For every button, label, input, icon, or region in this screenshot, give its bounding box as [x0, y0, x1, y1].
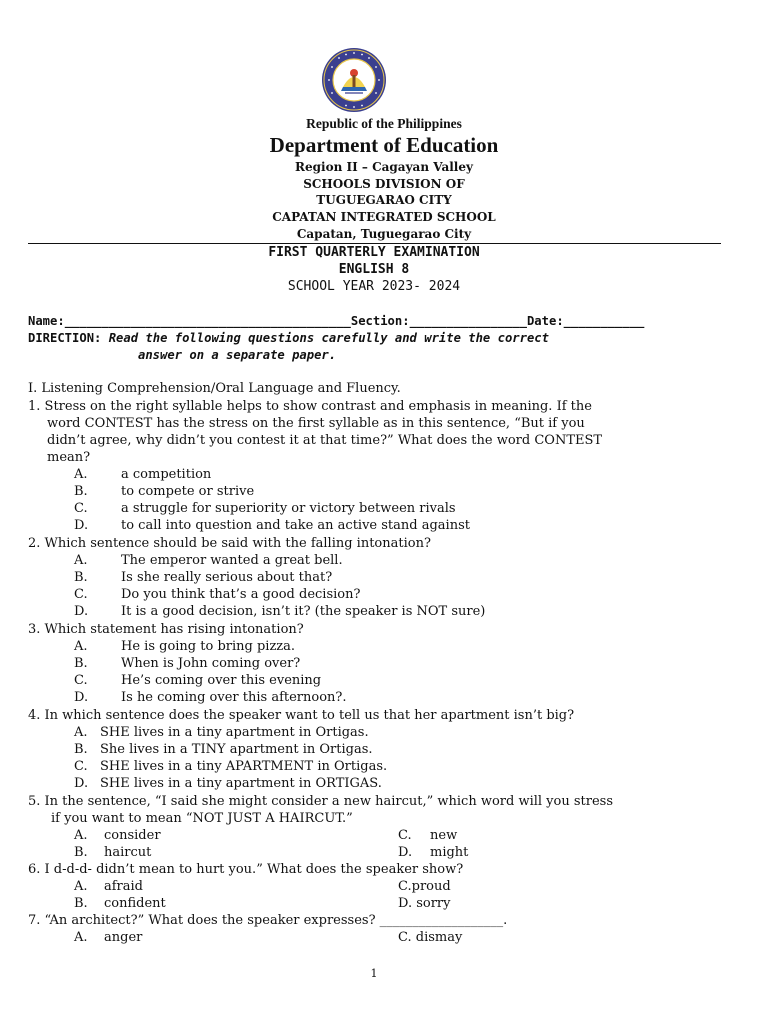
- question-text: 3. Which statement has rising intonation?: [28, 622, 304, 637]
- question-text: word CONTEST has the stress on the first syllable as in this sentence, “But if you: [47, 416, 585, 431]
- student-info-line: [28, 314, 728, 328]
- question-text: if you want to mean “NOT JUST A HAIRCUT.”: [51, 811, 353, 826]
- region-line: Region II – Cagayan Valley: [295, 160, 473, 174]
- section-label: Section:: [350, 314, 410, 328]
- date-blank[interactable]: ___________: [563, 314, 645, 328]
- header-divider: [28, 243, 721, 244]
- division-line-2: TUGUEGARAO CITY: [316, 193, 452, 207]
- school-address: Capatan, Tuguegarao City: [296, 227, 472, 241]
- question-text: 1. Stress on the right syllable helps to show contrast and emphasis in meaning. If the: [28, 399, 592, 414]
- section-title: I. Listening Comprehension/Oral Language and Fluency.: [28, 381, 401, 396]
- name-blank[interactable]: _______________________________________: [64, 314, 351, 328]
- question-text: 4. In which sentence does the speaker want to tell us that her apartment isn’t big?: [28, 708, 575, 723]
- exam-page: Republic of the Philippines Department of Education Region II – Cagayan Valley SCHOOLS DIVISION OF TUGUEGARAO CITY CAPATAN INTEGRATED SCHOOL Capatan, Tuguegarao City FIRST QUARTERLY EXAMINATION ENGLISH 8 SCHOOL YEAR 2023- 2024 Name:_______________________________________Section:________________Date:___________ DIRECTION: Read the following questions carefully and write the correct answer on a separate paper. I. Listening Comprehension/Oral Language and Fluency. 1. Stress on the right syllable helps to show contrast and emphasis in meaning. If the word CONTEST has the stress on the first syllable as in this sentence, “But if you didn’t agree, why didn’t you contest it at that time?” What does the word CONTEST mean? A. a competition B. to compete or strive C. a struggle for superiority or victory between rivals D. to call into question and take an active stand against 2. Which sentence should be said with the falling intonation? A. The emperor wanted a great bell. B. Is she really serious about that? C. Do you think that’s a good decision? D. It is a good decision, isn’t it? (the speaker is NOT sure) 3. Which statement has rising intonation? A. He is going to bring pizza. B. When is John coming over? C. He’s coming over this evening D. Is he coming over this afternoon?. 4. In which sentence does the speaker want to tell us that her apartment isn’t big? A. SHE lives in a tiny apartment in Ortigas. B. She lives in a TINY apartment in Ortigas. C. SHE lives in a tiny APARTMENT in Ortigas. D. SHE lives in a tiny apartment in ORTIGAS. 5. In the sentence, “I said she might consider a new haircut,” which word will you stress if you want to mean “NOT JUST A HAIRCUT.” A. consider C. new B. haircut D. might 6. I d-d-d- didn’t mean to hurt you.” What does the speaker show? A. afraid C.proud B. confident D. sorry 7. “An architect?” What does the speaker expresses? ___________________. A. anger C. dismay 1: [0, 0, 768, 1024]
- school-year: SCHOOL YEAR 2023- 2024: [287, 279, 461, 294]
- question-text: didn’t agree, why didn’t you contest it at that time?” What does the word CONTEST: [47, 433, 603, 448]
- deped-seal-icon: [321, 47, 387, 113]
- section-blank[interactable]: ________________: [409, 314, 527, 328]
- question-text: mean?: [47, 450, 91, 465]
- question-text: 6. I d-d-d- didn’t mean to hurt you.” What does the speaker show?: [28, 862, 464, 877]
- school-name: CAPATAN INTEGRATED SCHOOL: [272, 210, 496, 224]
- republic-line: Republic of the Philippines: [306, 116, 462, 131]
- question-text: 2. Which sentence should be said with the falling intonation?: [28, 536, 431, 551]
- direction-text-2: answer on a separate paper.: [138, 348, 337, 362]
- page-number: 1: [370, 967, 378, 980]
- department-title: Department of Education: [269, 133, 499, 157]
- division-line-1: SCHOOLS DIVISION OF: [303, 177, 465, 191]
- date-label: Date:: [526, 314, 564, 328]
- question-text: 7. “An architect?” What does the speaker expresses? ___________________.: [28, 913, 508, 928]
- direction-text-1: Read the following questions carefully and write the correct: [108, 331, 549, 345]
- exam-subject: ENGLISH 8: [338, 262, 410, 277]
- name-label: Name:: [28, 314, 65, 328]
- direction-label: DIRECTION:: [28, 331, 102, 345]
- question-text: 5. In the sentence, “I said she might consider a new haircut,” which word will you stress: [28, 794, 613, 809]
- exam-title: FIRST QUARTERLY EXAMINATION: [268, 245, 480, 260]
